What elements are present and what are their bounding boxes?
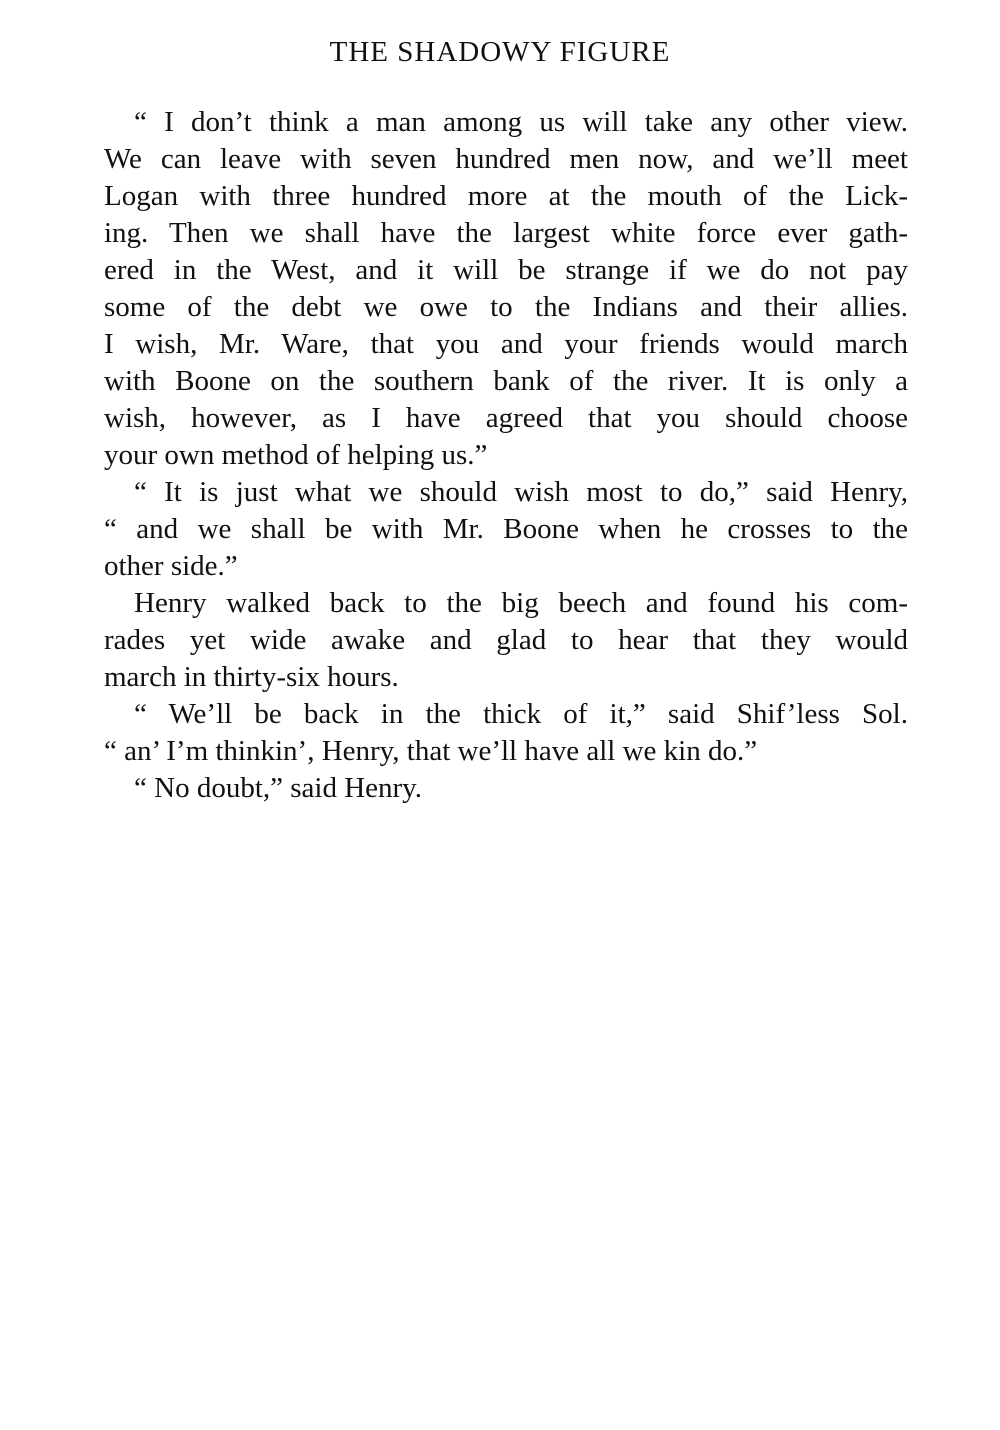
text-line: “ and we shall be with Mr. Boone when he crosses to the [104,513,908,545]
text-line: ing. Then we shall have the largest white force ever gath- [104,217,908,249]
text-line: some of the debt we owe to the Indians and their allies. [104,291,908,323]
text-line: “ an’ I’m thinkin’, Henry, that we’ll have all we kin do.” [104,735,758,767]
running-head: THE SHADOWY FIGURE [329,36,671,68]
text-line: with Boone on the southern bank of the river. It is only a [104,365,908,397]
text-line: “ We’ll be back in the thick of it,” said Shif’less Sol. [134,698,908,730]
text-line: march in thirty-six hours. [104,661,399,693]
text-line: wish, however, as I have agreed that you should choose [104,402,908,434]
text-line: other side.” [104,550,238,582]
text-line: rades yet wide awake and glad to hear that they would [104,624,908,656]
text-line: We can leave with seven hundred men now, and we’ll meet [104,143,908,175]
text-line: “ It is just what we should wish most to do,” said Henry, [134,476,908,508]
text-line: Henry walked back to the big beech and found his com- [134,587,908,619]
text-line: “ I don’t think a man among us will take any other view. [134,106,908,138]
text-line: ered in the West, and it will be strange if we do not pay [104,254,908,286]
text-line: I wish, Mr. Ware, that you and your friends would march [104,328,908,360]
body-text [104,104,908,807]
text-line: your own method of helping us.” [104,439,488,471]
text-line: “ No doubt,” said Henry. [134,772,423,804]
text-line: Logan with three hundred more at the mouth of the Lick- [104,180,908,212]
